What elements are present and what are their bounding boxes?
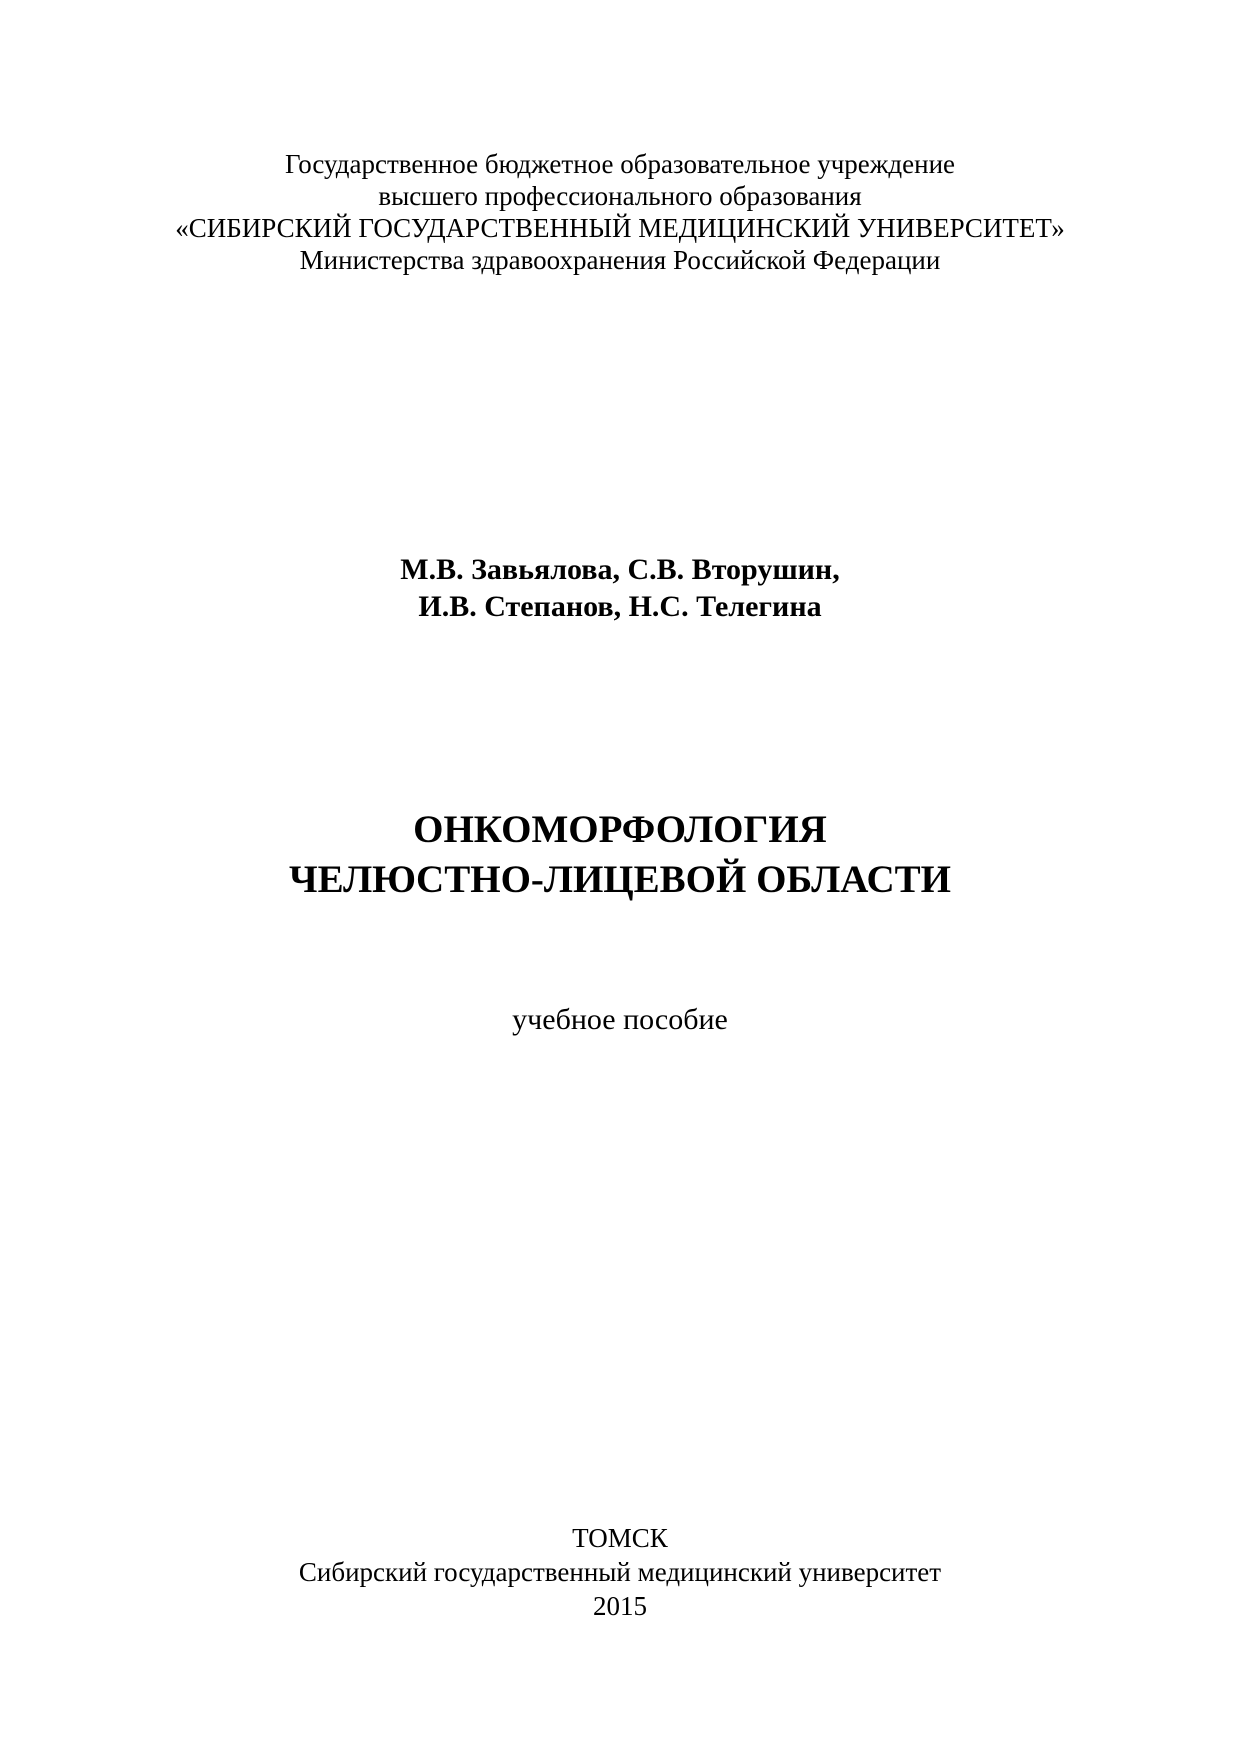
book-subtitle-text: учебное пособие <box>512 1003 728 1036</box>
authors-line-2: И.В. Степанов, Н.С. Телегина <box>418 590 822 623</box>
book-title-line-1: ОНКОМОРФОЛОГИЯ <box>413 808 827 851</box>
imprint-city: ТОМСК <box>572 1523 668 1553</box>
book-title <box>0 805 1240 905</box>
institution-line-2: высшего профессионального образования <box>378 181 862 211</box>
imprint-publisher: Сибирский государственный медицинский университет <box>298 1557 942 1587</box>
authors-line-1: М.В. Завьялова, С.В. Вторушин, <box>400 553 840 586</box>
institution-line-1: Государственное бюджетное образовательное учреждение <box>284 149 956 179</box>
imprint-year: 2015 <box>593 1591 647 1621</box>
book-subtitle <box>0 1002 1240 1038</box>
institution-header <box>0 148 1240 276</box>
authors-block <box>0 551 1240 625</box>
institution-line-3: «СИБИРСКИЙ ГОСУДАРСТВЕННЫЙ МЕДИЦИНСКИЙ УНИВЕРСИТЕТ» <box>175 213 1065 243</box>
imprint <box>0 1521 1240 1623</box>
book-title-line-2: ЧЕЛЮСТНО-ЛИЦЕВОЙ ОБЛАСТИ <box>288 858 952 901</box>
institution-line-4: Министерства здравоохранения Российской Федерации <box>299 245 941 275</box>
